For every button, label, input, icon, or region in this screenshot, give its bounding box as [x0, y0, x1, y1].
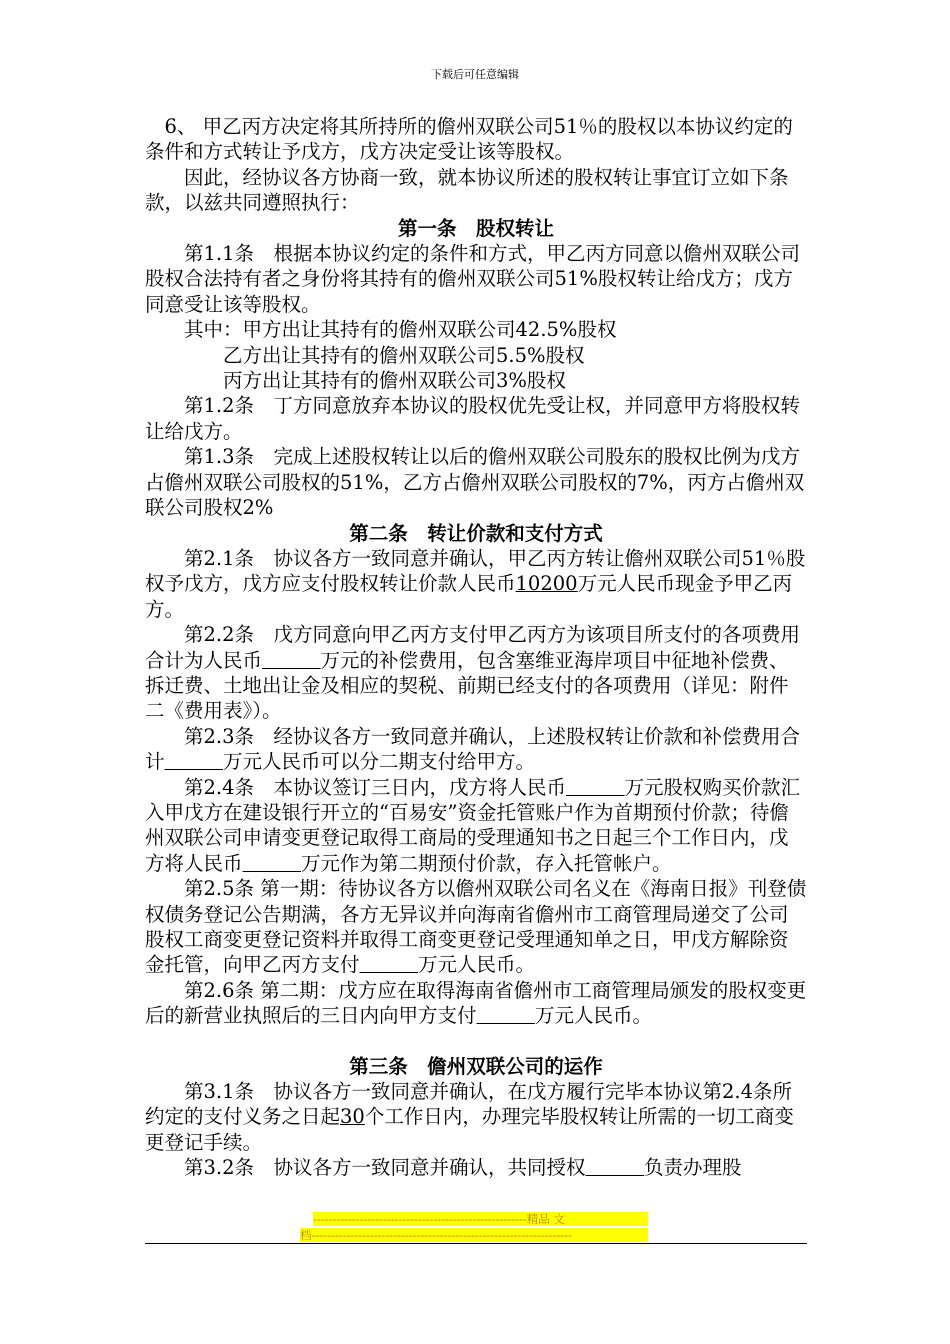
clause-1-2: 第1.2条 丁方同意放弃本协议的股权优先受让权，并同意甲方将股权转让给戊方。: [145, 394, 801, 443]
blank-field: [262, 649, 321, 672]
clause-2-4-text-mid: 万元股权购买价款汇入甲戊方在建设银行开立的“百易安”资金托管账户作为首期预付价款；待儋州双联公司申请变更登记取得工商局的受理通知书之日起三个工作日内，戊方将人民币: [145, 775, 801, 875]
clause-2-1-amount: 10200: [515, 572, 578, 596]
clause-3-1: [145, 1079, 807, 1155]
clause-1-1-sub-b: 乙方出让其持有的儋州双联公司5.5%股权: [223, 343, 585, 367]
document-body: [145, 114, 807, 1181]
footer-divider: [145, 1243, 807, 1244]
blank-field: [586, 1156, 645, 1179]
heading-article-2: 第二条 转让价款和支付方式: [349, 521, 603, 545]
clause-2-6-text: 第2.6条 第二期：戊方应在取得海南省儋州市工商管理局颁发的股权变更后的新营业执照后的三日内向甲方支付: [145, 978, 807, 1028]
blank-field: [566, 776, 625, 799]
clause-1-1: 第1.1条 根据本协议约定的条件和方式，甲乙丙方同意以儋州双联公司股权合法持有者之身份将其持有的儋州双联公司51%股权转让给戊方；戊方同意受让该等股权。: [145, 242, 801, 316]
spacer: [145, 1029, 807, 1054]
clause-3-1-text: 第3.1条 协议各方一致同意并确认，在戊方履行完毕本协议第2.4条所约定的支付义务之日起: [145, 1080, 793, 1129]
clause-1-1-sub-a: 其中：甲方出让其持有的儋州双联公司42.5%股权: [184, 318, 617, 342]
clause-2-2-text: 第2.2条 戊方同意向甲乙丙方支付甲乙丙方为该项目所支付的各项费用合计为人民币: [145, 623, 801, 672]
clause-3-2-text: 第3.2条 协议各方一致同意并确认，共同授权: [184, 1156, 586, 1180]
blank-field: [360, 953, 419, 976]
clause-2-1: [145, 546, 807, 622]
clause-2-1-text: 第2.1条 协议各方一致同意并确认，甲乙丙方转让儋州双联公司51％股权予戊方，戊方应支付股权转让价款人民币: [145, 546, 806, 596]
clause-3-1-days: 30: [340, 1105, 365, 1129]
footer-watermark-line-1: -------------------------------------------------------精品 文: [313, 1212, 648, 1226]
clause-2-2-text-end: 万元的补偿费用，包含塞维亚海岸项目中征地补偿费、拆迁费、土地出让金及相应的契税、前期已经支付的各项费用（详见：附件二《费用表》）。: [145, 648, 789, 723]
clause-3-2: [145, 1155, 807, 1180]
blank-field: [165, 750, 224, 773]
clause-2-4-text-end: 万元作为第二期预付价款，存入托管帐户。: [301, 851, 672, 875]
blank-field: [477, 1004, 536, 1027]
clause-2-3-text-end: 万元人民币可以分二期支付给甲方。: [223, 750, 536, 774]
clause-2-5: [145, 876, 807, 978]
clause-2-4: [145, 775, 807, 877]
clause-2-3-text: 第2.3条 经协议各方一致同意并确认，上述股权转让价款和补偿费用合计: [145, 724, 801, 774]
blank-field: [243, 852, 302, 875]
heading-article-3: 第三条 儋州双联公司的运作: [349, 1054, 603, 1078]
paragraph-intro: 因此，经协议各方协商一致，就本协议所述的股权转让事宜订立如下条款，以兹共同遵照执行：: [145, 165, 789, 215]
clause-2-6: [145, 978, 807, 1029]
paragraph-6: 6、 甲乙丙方决定将其所持所的儋州双联公司51％的股权以本协议约定的条件和方式转让予戊方，戊方决定受让该等股权。: [145, 115, 793, 164]
page-header: 下载后可任意编辑: [431, 68, 519, 81]
clause-2-1-text-end: 万元人民币现金予甲乙丙方。: [145, 572, 793, 621]
clause-2-4-text: 第2.4条 本协议签订三日内，戊方将人民币: [184, 775, 567, 799]
clause-1-3: 第1.3条 完成上述股权转让以后的儋州双联公司股东的股权比例为戊方占儋州双联公司股权的51%，乙方占儋州双联公司股权的7%，丙方占儋州双联公司股权2%: [145, 445, 805, 520]
clause-2-2: [145, 622, 807, 724]
clause-3-1-text-end: 个工作日内，办理完毕股权转让所需的一切工商变更登记手续。: [145, 1105, 794, 1154]
clause-2-3: [145, 724, 807, 775]
heading-article-1: 第一条 股权转让: [397, 216, 554, 240]
clause-2-6-text-end: 万元人民币。: [535, 1004, 653, 1028]
clause-1-1-sub-c: 丙方出让其持有的儋州双联公司3%股权: [223, 369, 566, 393]
clause-2-5-text: 第2.5条 第一期：待协议各方以儋州双联公司名义在《海南日报》刊登债权债务登记公告期满，各方无异议并向海南省儋州市工商管理局递交了公司股权工商变更登记资料并取得工商变更登记受理通知单之日，甲戊方解除资金托管，向甲乙丙方支付: [145, 877, 807, 977]
clause-3-2-text-end: 负责办理股: [644, 1156, 742, 1180]
clause-2-5-text-end: 万元人民币。: [418, 953, 536, 977]
footer-watermark-line-2: 档-------------------------------------------------------------------: [300, 1228, 648, 1242]
